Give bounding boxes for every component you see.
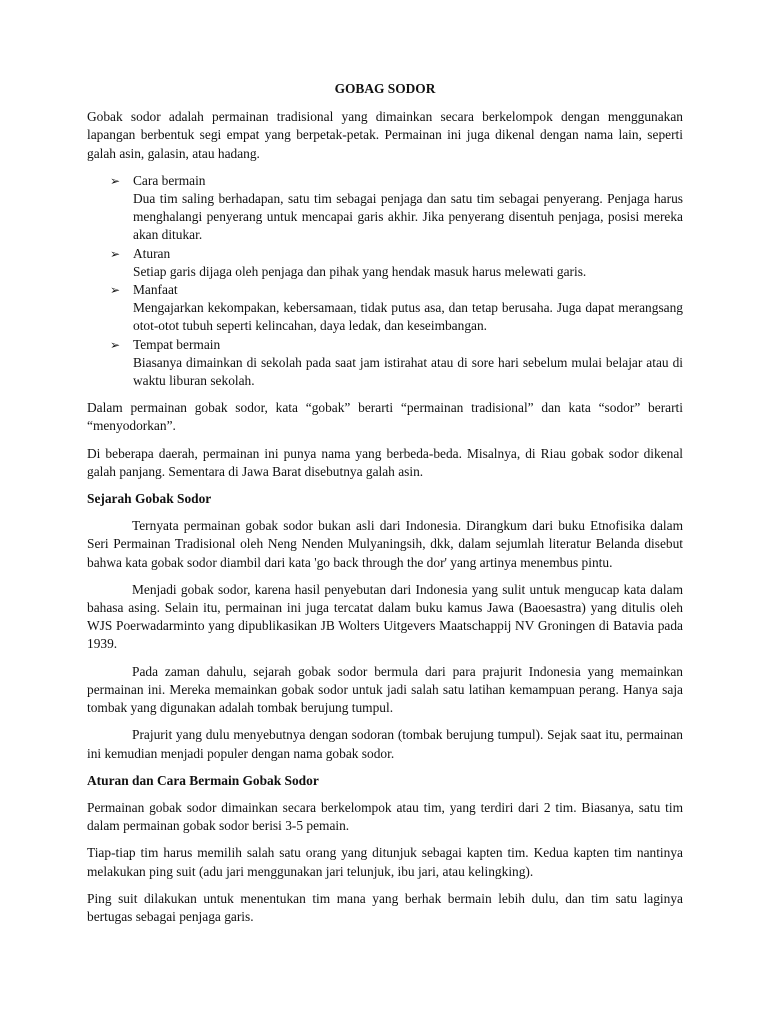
bullet-text: Dua tim saling berhadapan, satu tim sebagai penjaga dan satu tim sebagai penyerang. Penjaga harus menghalangi penyerang untuk mencapai garis akhir. Jika penyerang disentuh penjaga, posisi mereka akan ditukar. [133, 191, 683, 243]
bullet-title: Manfaat [133, 282, 178, 298]
rules-heading: Aturan dan Cara Bermain Gobak Sodor [87, 772, 319, 788]
history-heading: Sejarah Gobak Sodor [87, 491, 212, 507]
bullet-title: Tempat bermain [133, 336, 221, 352]
history-paragraph: Prajurit yang dulu menyebutnya dengan sodoran (tombak berujung tumpul). Sejak saat itu, permainan ini kemudian menjadi populer dengan nama gobak sodor. [87, 727, 683, 761]
bullet-list [87, 172, 683, 390]
history-paragraph: Pada zaman dahulu, sejarah gobak sodor bermula dari para prajurit Indonesia yang memainkan permainan ini. Mereka memainkan gobak sodor untuk jadi salah satu latihan kemampuan perang. Hanya saja tombak yang digunakan adalah tombak berujung tumpul. [87, 663, 683, 716]
list-item [87, 245, 683, 281]
bullet-text: Setiap garis dijaga oleh penjaga dan pihak yang hendak masuk harus melewati garis. [133, 263, 587, 279]
list-item [87, 281, 683, 336]
bullet-title: Aturan [133, 245, 171, 261]
intro-paragraph: Gobak sodor adalah permainan tradisional yang dimainkan secara berkelompok dengan menggunakan lapangan berbentuk segi empat yang berpetak-petak. Permainan ini juga dikenal dengan nama lain, seperti galah asin, galasin, atau hadang. [87, 109, 683, 161]
history-paragraph: Menjadi gobak sodor, karena hasil penyebutan dari Indonesia yang sulit untuk mengucap kata dalam bahasa asing. Selain itu, permainan ini juga tercatat dalam buku kamus Jawa (Baoesastra) yang ditulis oleh WJS Poerwadarminto yang dipublikasikan JB Wolters Uitgevers Maatschappij NV Groningen di Batavia pada 1939. [87, 581, 683, 652]
list-item [87, 336, 683, 391]
rules-paragraph: Tiap-tiap tim harus memilih salah satu orang yang ditunjuk sebagai kapten tim. Kedua kapten tim nantinya melakukan ping suit (adu jari menggunakan jari telunjuk, ibu jari, atau kelingking). [87, 845, 683, 879]
document-page [87, 80, 683, 935]
arrowhead-bullet-icon: ➢ [110, 283, 121, 298]
history-paragraph: Ternyata permainan gobak sodor bukan asli dari Indonesia. Dirangkum dari buku Etnofisika dalam Seri Permainan Tradisional oleh Neng Nenden Mulyaningsih, dkk, dalam sejumlah literatur Belanda disebut bahwa kata gobak sodor diambil dari kata 'go back through the dor' yang artinya menembus pintu. [87, 518, 683, 570]
arrowhead-bullet-icon: ➢ [110, 337, 121, 352]
meaning-paragraph: Dalam permainan gobak sodor, kata “gobak” berarti “permainan tradisional” dan kata “sodor” berarti “menyodorkan”. [87, 400, 683, 434]
bullet-text: Mengajarkan kekompakan, kebersamaan, tidak putus asa, dan tetap berusaha. Juga dapat merangsang otot-otot tubuh seperti kelincahan, daya ledak, dan keseimbangan. [133, 300, 683, 334]
list-item [87, 172, 683, 245]
rules-paragraph: Permainan gobak sodor dimainkan secara berkelompok atau tim, yang terdiri dari 2 tim. Biasanya, satu tim dalam permainan gobak sodor berisi 3-5 pemain. [87, 799, 683, 834]
regions-paragraph: Di beberapa daerah, permainan ini punya nama yang berbeda-beda. Misalnya, di Riau gobak sodor dikenal galah panjang. Sementara di Jawa Barat disebutnya galah asin. [87, 445, 683, 479]
bullet-title: Cara bermain [133, 172, 206, 188]
arrowhead-bullet-icon: ➢ [110, 173, 121, 188]
document-title: GOBAG SODOR [334, 81, 436, 96]
rules-paragraph: Ping suit dilakukan untuk menentukan tim mana yang berhak bermain lebih dulu, dan tim satu laginya bertugas sebagai penjaga garis. [87, 890, 683, 924]
bullet-text: Biasanya dimainkan di sekolah pada saat jam istirahat atau di sore hari sebelum mulai belajar atau di waktu liburan sekolah. [133, 354, 683, 389]
arrowhead-bullet-icon: ➢ [110, 246, 121, 261]
